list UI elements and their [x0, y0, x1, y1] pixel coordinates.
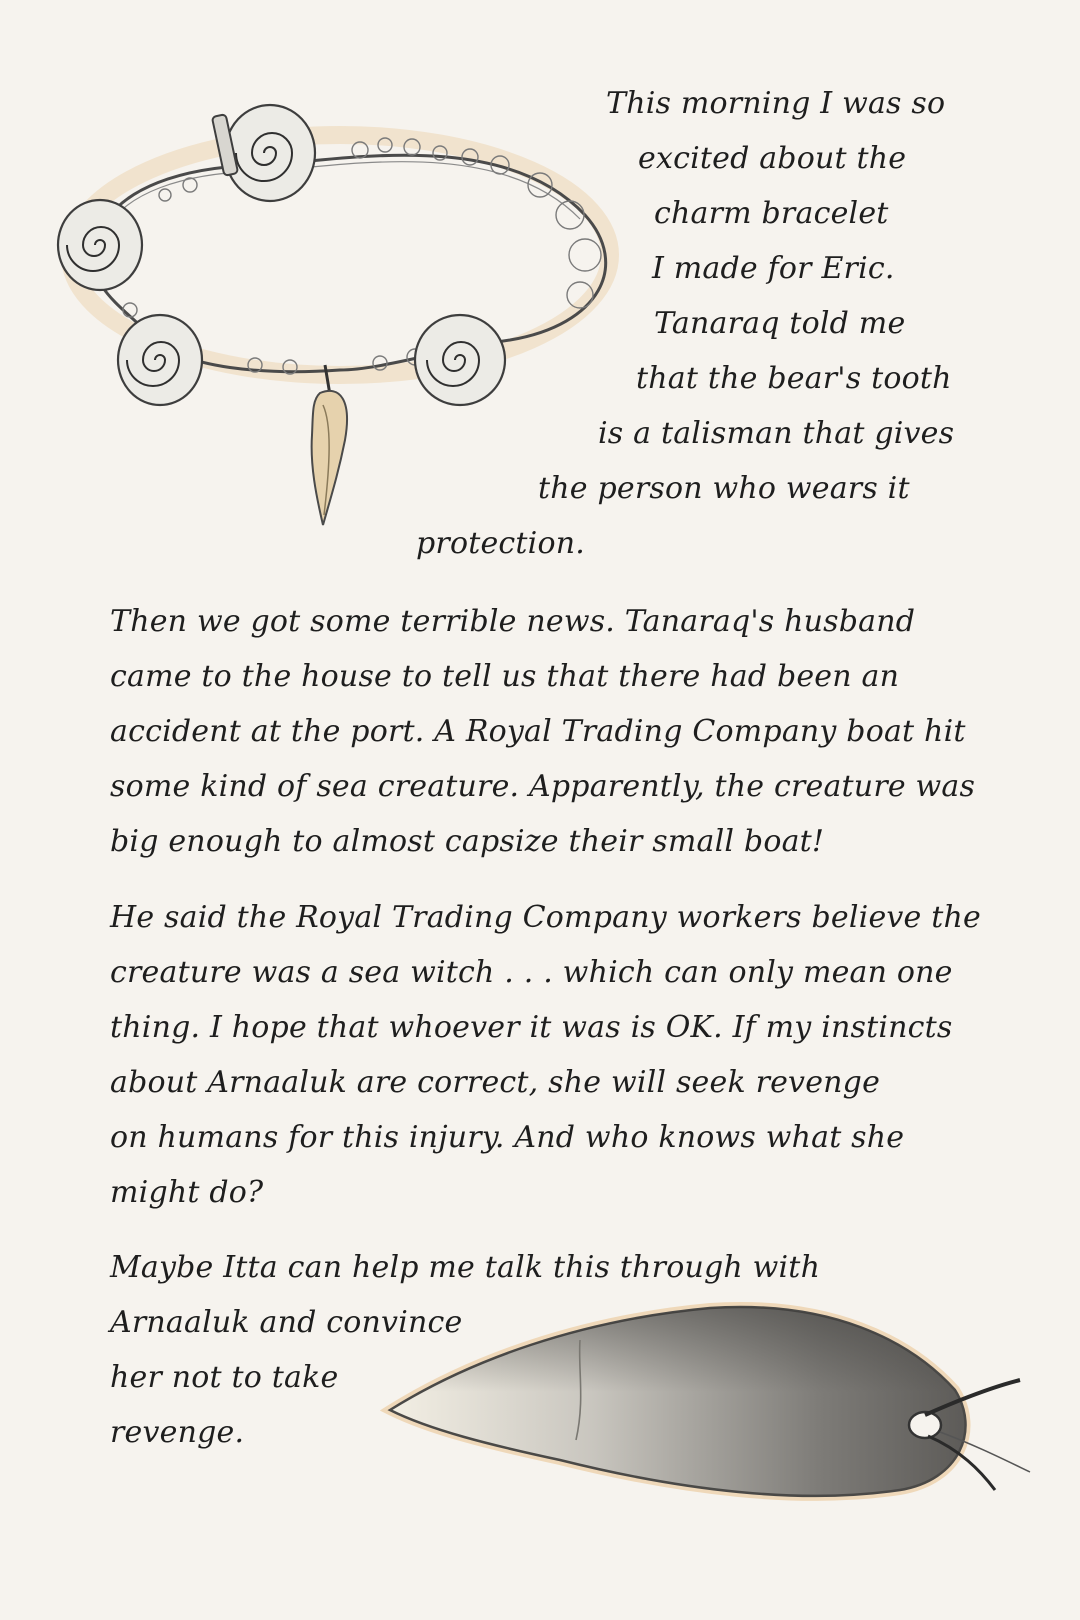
- paragraph-line: Arnaaluk and convince: [110, 1305, 463, 1340]
- paragraph-line: He said the Royal Trading Company workers believe the: [110, 900, 981, 935]
- intro-line: that the bear's tooth: [636, 361, 952, 396]
- paragraph-line: came to the house to tell us that there had been an: [110, 659, 900, 694]
- paragraph-line: thing. I hope that whoever it was is OK. If my instincts: [110, 1010, 953, 1045]
- intro-line: charm bracelet: [654, 196, 889, 231]
- paragraph-line: creature was a sea witch . . . which can only mean one: [110, 955, 953, 990]
- paragraph-line: accident at the port. A Royal Trading Company boat hit: [110, 714, 966, 749]
- paragraph-line: about Arnaaluk are correct, she will seek revenge: [110, 1065, 881, 1100]
- paragraph-line: big enough to almost capsize their small boat!: [110, 824, 825, 859]
- intro-line: the person who wears it: [538, 471, 910, 506]
- paragraph-line: might do?: [110, 1175, 264, 1210]
- intro-line: excited about the: [638, 141, 907, 176]
- paragraph-line: Maybe Itta can help me talk this through with: [110, 1250, 821, 1285]
- intro-line: protection.: [416, 526, 585, 561]
- paragraph-line: on humans for this injury. And who knows what she: [110, 1120, 905, 1155]
- bear-tooth-illustration: [380, 1300, 1060, 1560]
- paragraph-line: her not to take: [110, 1360, 339, 1395]
- paragraph-line: revenge.: [110, 1415, 245, 1450]
- intro-line: Tanaraq told me: [654, 306, 906, 341]
- intro-line: is a talisman that gives: [598, 416, 955, 451]
- paragraph-line: some kind of sea creature. Apparently, the creature was: [110, 769, 976, 804]
- paragraph-line: Then we got some terrible news. Tanaraq's husband: [110, 604, 916, 639]
- intro-line: This morning I was so: [606, 86, 946, 121]
- intro-line: I made for Eric.: [652, 251, 895, 286]
